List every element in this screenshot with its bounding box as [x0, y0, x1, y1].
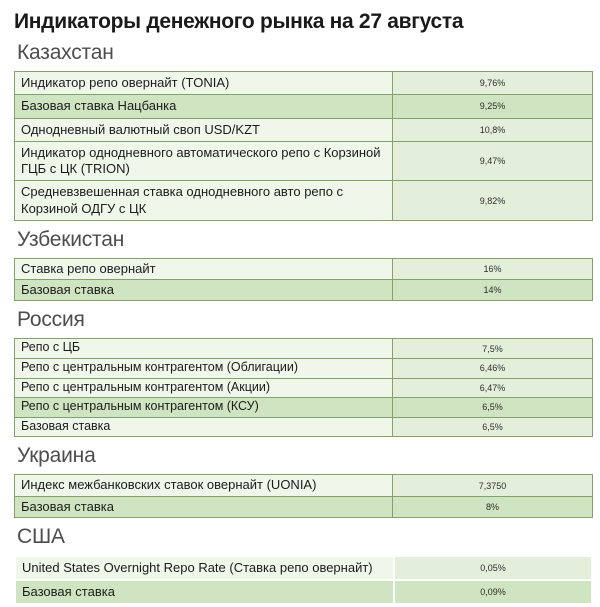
row-label: Индикатор репо овернайт (TONIA) [15, 72, 393, 95]
row-value: 7,3750 [393, 475, 593, 496]
row-label: Базовая ставка [15, 496, 393, 517]
table-row [15, 496, 593, 517]
row-value: 9,76% [393, 72, 593, 95]
table-row [15, 141, 593, 181]
table-kazakhstan [14, 71, 593, 221]
page-title: Индикаторы денежного рынка на 27 августа [14, 10, 464, 33]
table-row [15, 378, 593, 398]
row-value: 6,5% [393, 398, 593, 418]
row-value: 8% [393, 496, 593, 517]
row-value: 7,5% [393, 339, 593, 359]
row-value: 6,46% [393, 358, 593, 378]
row-value: 9,47% [393, 141, 593, 181]
table-ukraine [14, 474, 593, 518]
row-value: 10,8% [393, 118, 593, 141]
row-label: Репо с центральным контрагентом (КСУ) [15, 398, 393, 418]
table-row [15, 580, 592, 604]
row-value: 9,82% [393, 181, 593, 221]
table-row [15, 417, 593, 437]
row-label: Базовая ставка [15, 280, 393, 301]
row-value: 14% [393, 280, 593, 301]
row-value: 6,5% [393, 417, 593, 437]
row-label: Ставка репо овернайт [15, 258, 393, 279]
table-usa [14, 555, 593, 606]
row-label: Репо с центральным контрагентом (Облигации) [15, 358, 393, 378]
table-row [15, 556, 592, 580]
table-row [15, 339, 593, 359]
row-value: 0,05% [394, 556, 592, 580]
row-label: Репо с центральным контрагентом (Акции) [15, 378, 393, 398]
section-header-kazakhstan: Казахстан [17, 41, 114, 64]
row-label: United States Overnight Repo Rate (Ставка репо овернайт) [15, 556, 394, 580]
section-header-ukraine: Украина [17, 444, 96, 468]
table-row [15, 95, 593, 118]
table-row [15, 258, 593, 279]
row-label: Базовая ставка Нацбанка [15, 95, 393, 118]
table-row [15, 280, 593, 301]
row-value: 6,47% [393, 378, 593, 398]
row-label: Репо с ЦБ [15, 339, 393, 359]
row-label: Индикатор однодневного автоматического репо с Корзиной ГЦБ с ЦК (TRION) [15, 141, 393, 181]
table-row [15, 358, 593, 378]
row-label: Базовая ставка [15, 417, 393, 437]
section-header-russia: Россия [17, 308, 85, 332]
row-value: 16% [393, 258, 593, 279]
row-value: 9,25% [393, 95, 593, 118]
table-row [15, 118, 593, 141]
row-value: 0,09% [394, 580, 592, 604]
table-uzbekistan [14, 258, 593, 302]
table-row [15, 398, 593, 418]
table-row [15, 72, 593, 95]
table-row [15, 475, 593, 496]
section-header-uzbekistan: Узбекистан [17, 227, 125, 251]
row-label: Базовая ставка [15, 580, 394, 604]
table-russia [14, 338, 593, 437]
row-label: Индекс межбанковских ставок овернайт (UONIA) [15, 475, 393, 496]
row-label: Однодневный валютный своп USD/KZT [15, 118, 393, 141]
row-label: Средневзвешенная ставка однодневного авто репо с Корзиной ОДГУ с ЦК [15, 181, 393, 221]
section-header-usa: США [17, 524, 65, 548]
table-row [15, 181, 593, 221]
